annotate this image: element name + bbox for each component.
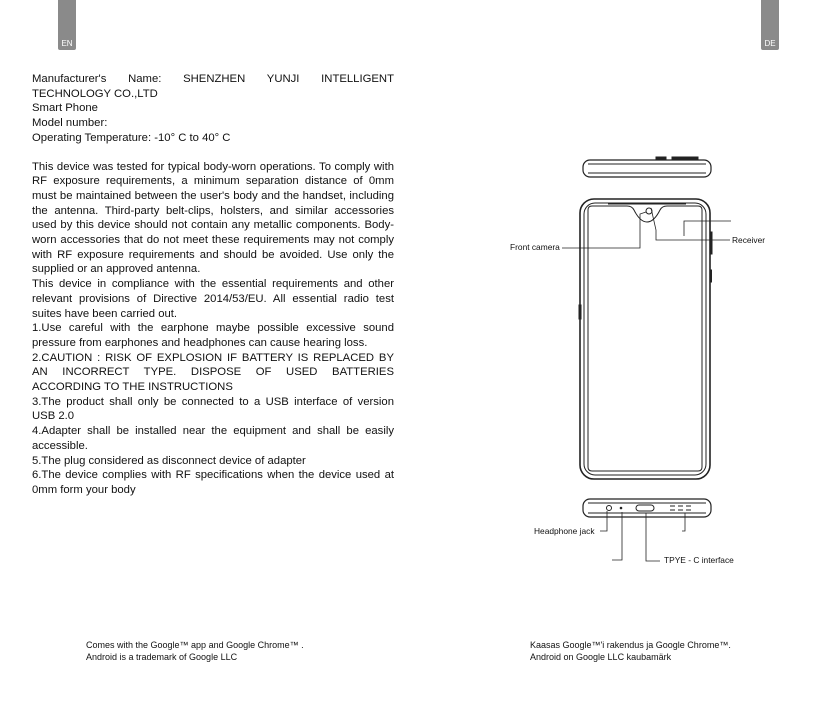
product-type: Smart Phone	[32, 102, 98, 115]
warning-5: 5.The plug considered as disconnect device of adapter	[32, 454, 306, 467]
type-c-port-icon	[636, 505, 654, 511]
directive-paragraph: This device in compliance with the essential requirements and other relevant provisions of Directive 2014/53/EU. All essential radio test suites have been carried out.	[32, 278, 394, 320]
headphone-jack-icon	[607, 506, 612, 511]
warning-6: 6.The device complies with RF specifications when the device used at 0mm form your body	[32, 469, 394, 496]
rf-exposure-paragraph: This device was tested for typical body-worn operations. To comply with RF exposure requirements, a minimum separation distance of 0mm must be maintained between the user's body and the handset, including the antenna. Third-party belt-clips, holsters, and similar accessories used by this device should not contain any metallic components. Body-worn accessories that do not meet these requirements may not comply with RF exposure requirements and should be avoided. Use only the supplied or an approved antenna.	[32, 160, 394, 276]
warning-2: 2.CAUTION : RISK OF EXPLOSION IF BATTERY IS REPLACED BY AN INCORRECT TYPE. DISPOSE OF USED BATTERIES ACCORDING TO THE INSTRUCTIONS	[32, 351, 394, 394]
receiver-label: Receiver	[732, 235, 766, 245]
manufacturer-name: Manufacturer's Name: SHENZHEN YUNJI INTELLIGENT TECHNOLOGY CO.,LTD	[32, 73, 394, 100]
warning-3: 3.The product shall only be connected to a USB interface of version USB 2.0	[32, 395, 394, 423]
footer-right-line-2: Android on Google LLC kaubamärk	[530, 651, 672, 662]
operating-temperature: Operating Temperature: -10° C to 40° C	[32, 131, 231, 144]
warning-4: 4.Adapter shall be installed near the equipment and shall be easily accessible.	[32, 425, 394, 452]
headphone-jack-label: Headphone jack	[534, 526, 595, 536]
language-tab-de: DE	[761, 0, 779, 50]
footer-left-line-2: Android is a trademark of Google LLC	[86, 651, 238, 662]
phone-top-view	[583, 157, 711, 177]
model-number: Model number:	[32, 117, 108, 130]
phone-front-view	[579, 199, 712, 479]
front-camera-label: Front camera	[510, 242, 560, 252]
speaker-grille-icon	[670, 506, 691, 510]
warning-1: 1.Use careful with the earphone maybe possible excessive sound pressure from earphones and headphones can cause hearing loss.	[32, 322, 394, 349]
footer-right-line-1: Kaasas Google™'i rakendus ja Google Chrome™.	[530, 640, 731, 650]
phone-bottom-view	[583, 499, 711, 517]
type-c-interface-label: TPYE - C interface	[664, 555, 734, 565]
footer-left-line-1: Comes with the Google™ app and Google Chrome™ .	[86, 640, 304, 650]
language-tab-en: EN	[58, 0, 76, 50]
